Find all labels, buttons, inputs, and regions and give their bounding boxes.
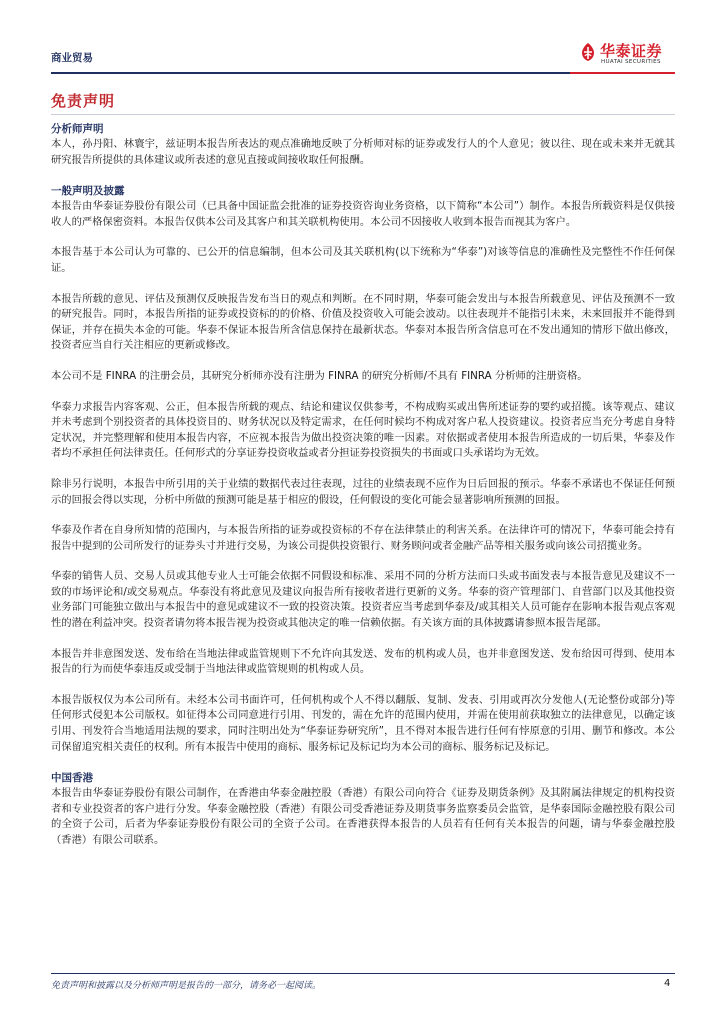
footer-divider [51, 973, 675, 974]
paragraph: 本报告基于本公司认为可靠的、已公开的信息编制，但本公司及其关联机构(以下统称为“华泰”)对该等信息的准确性及完整性不作任何保证。 [51, 246, 675, 274]
paragraph: 华泰力求报告内容客观、公正，但本报告所载的观点、结论和建议仅供参考，不构成购买或出售所述证券的要约或招揽。该等观点、建议并未考虑到个别投资者的具体投资目的、财务状况以及特定需求，在任何时候均不构成对客户私人投资建议。投资者应当充分考虑自身特定状况，并完整理解和使用本报告内容，不应视本报告为做出投资决策的唯一因素。对依据或者使用本报告所造成的一切后果，华泰及作者均不承担任何法律责任。任何形式的分享证券投资收益或者分担证券投资损失的书面或口头承诺均为无效。 [51, 400, 675, 460]
section-heading-analyst: 分析师声明 [51, 123, 104, 135]
footer-note: 免责声明和披露以及分析师声明是报告的一部分，请务必一起阅读。 [51, 981, 322, 991]
paragraph: 本报告并非意图发送、发布给在当地法律或监管规则下不允许向其发送、发布的机构或人员，也并非意图发送、发布给因可得到、使用本报告的行为而使华泰违反或受制于当地法律或监管规则的机构或人员。 [51, 647, 675, 676]
huatai-logo-icon [578, 42, 598, 62]
page-title: 免责声明 [51, 92, 116, 110]
logo-text-en: HUATAI SECURITIES [601, 59, 661, 65]
paragraph: 除非另行说明，本报告中所引用的关于业绩的数据代表过往表现，过往的业绩表现不应作为日后回报的预示。华泰不承诺也不保证任何预示的回报会得以实现，分析中所做的预测可能是基于相应的假设，任何假设的变化可能会显著影响所预测的回报。 [51, 477, 675, 506]
section-heading-general: 一般声明及披露 [51, 185, 125, 198]
paragraph: 本人，孙丹阳、林寰宇，兹证明本报告所表达的观点准确地反映了分析师对标的证券或发行人的个人意见；彼以往、现在或未来并无就其研究报告所提供的具体建议或所表述的意见直接或间接收取任何报酬。 [51, 138, 675, 166]
section-heading-hk: 中国香港 [51, 772, 93, 785]
title-divider [51, 114, 675, 115]
disclaimer-body [51, 121, 675, 849]
header-section-label: 商业贸易 [51, 52, 93, 64]
paragraph: 本报告由华泰证券股份有限公司制作，在香港由华泰金融控股（香港）有限公司向符合《证券及期货条例》及其附属法律规定的机构投资者和专业投资者的客户进行分发。华泰金融控股（香港）有限公司受香港证券及期货事务监察委员会监管，是华泰国际金融控股有限公司的全资子公司，后者为华泰证券股份有限公司的全资子公司。在香港获得本报告的人员若有任何有关本报告的问题，请与华泰金融控股（香港）有限公司联系。 [51, 787, 675, 846]
paragraph: 本报告由华泰证券股份有限公司（已具备中国证监会批准的证券投资咨询业务资格，以下简称“本公司”）制作。本报告所载资料是仅供接收人的严格保密资料。本报告仅供本公司及其客户和其关联机构使用。本公司不因接收人收到本报告而视其为客户。 [51, 200, 675, 228]
header-divider-accent [570, 72, 675, 74]
paragraph: 华泰的销售人员、交易人员或其他专业人士可能会依据不同假设和标准、采用不同的分析方法而口头或书面发表与本报告意见及建议不一致的市场评论和/或交易观点。华泰没有将此意见及建议向报告所有接收者进行更新的义务。华泰的资产管理部门、自营部门以及其他投资业务部门可能独立做出与本报告中的意见或建议不一致的投资决策。投资者应当考虑到华泰及/或其相关人员可能存在影响本报告观点客观性的潜在利益冲突。投资者请勿将本报告视为投资或其他决定的唯一信赖依据。有关该方面的具体披露请参照本报告尾部。 [51, 570, 675, 630]
logo-text-cn: 华泰证券 [600, 42, 663, 60]
paragraph: 本公司不是 FINRA 的注册会员，其研究分析师亦没有注册为 FINRA 的研究分析师/不具有 FINRA 分析师的注册资格。 [51, 369, 588, 382]
brand-logo [578, 40, 674, 70]
paragraph: 本报告版权仅为本公司所有。未经本公司书面许可，任何机构或个人不得以翻版、复制、发表、引用或再次分发他人(无论整份或部分)等任何形式侵犯本公司版权。如征得本公司同意进行引用、刊发的，需在允许的范围内使用，并需在使用前获取独立的法律意见，以确定该引用、刊发符合当地适用法规的要求，同时注明出处为“华泰证券研究所”，且不得对本报告进行任何有悖原意的引用、删节和修改。本公司保留追究相关责任的权利。所有本报告中使用的商标、服务标记及标记均为本公司的商标、服务标记及标记。 [51, 693, 675, 753]
page-number: 4 [664, 978, 671, 989]
paragraph: 华泰及作者在自身所知情的范围内，与本报告所指的证券或投资标的不存在法律禁止的利害关系。在法律许可的情况下，华泰可能会持有报告中提到的公司所发行的证券头寸并进行交易，为该公司提供投资银行、财务顾问或者金融产品等相关服务或向该公司招揽业务。 [51, 524, 675, 552]
paragraph: 本报告所载的意见、评估及预测仅反映报告发布当日的观点和判断。在不同时期，华泰可能会发出与本报告所载意见、评估及预测不一致的研究报告。同时，本报告所指的证券或投资标的的价格、价值及投资收入可能会波动。以往表现并不能指引未来，未来回报并不能得到保证，并存在损失本金的可能。华泰不保证本报告所含信息保持在最新状态。华泰对本报告所含信息可在不发出通知的情形下做出修改，投资者应当自行关注相应的更新或修改。 [51, 292, 675, 352]
